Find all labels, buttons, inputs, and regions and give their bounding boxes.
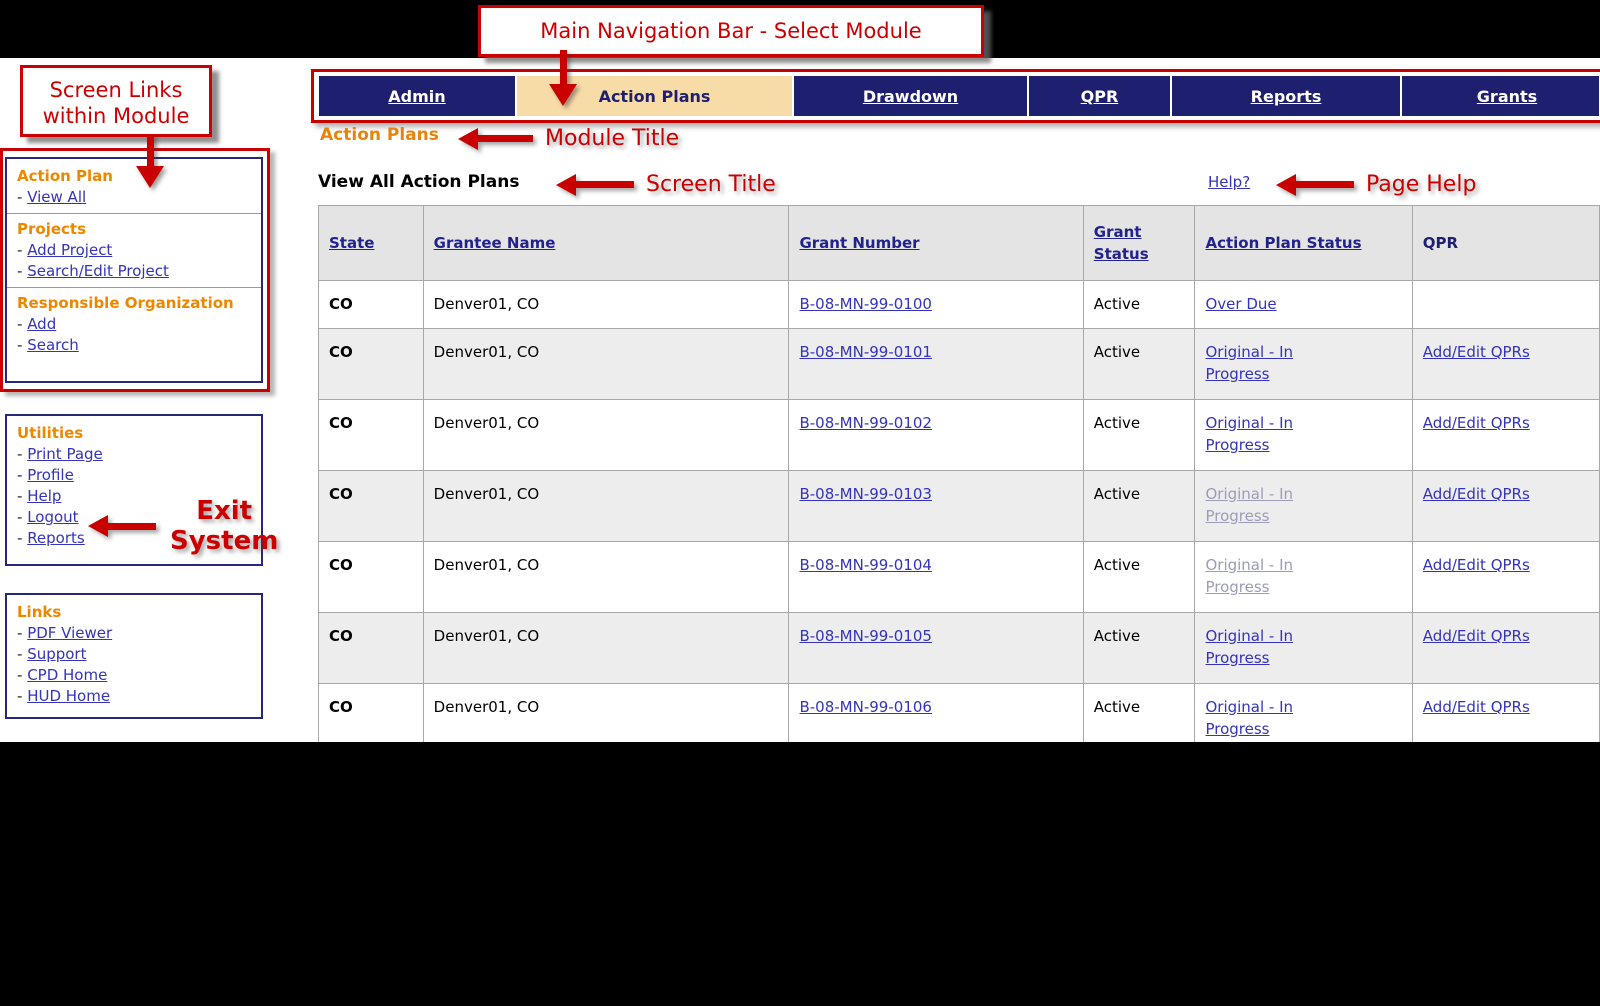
sidebar-row <box>17 314 251 335</box>
table-row <box>319 400 1600 471</box>
grantee-cell: Denver01, CO <box>423 329 789 400</box>
col-header-grant-status <box>1083 206 1195 281</box>
screen-links-callout <box>20 65 212 137</box>
grant-number-link[interactable]: B-08-MN-99-0102 <box>799 414 932 432</box>
divider <box>7 213 261 214</box>
sidebar-row <box>17 261 251 282</box>
grant-number-link[interactable]: B-08-MN-99-0106 <box>799 698 932 716</box>
state-cell: CO <box>319 542 424 613</box>
action-plan-status-link[interactable]: Original - In Progress <box>1205 556 1294 596</box>
sidebar-link-add-project[interactable]: Add Project <box>27 241 113 259</box>
arrow-head <box>458 128 478 150</box>
left-arrow-exit-system <box>88 496 278 556</box>
action-plan-status-cell <box>1195 329 1412 400</box>
sidebar-link-search-edit-project[interactable]: Search/Edit Project <box>27 262 169 280</box>
nav-tab-label: Drawdown <box>862 86 959 106</box>
module-title-label: Module Title <box>545 126 680 151</box>
dash: - <box>17 487 28 505</box>
sidebar-row <box>17 444 251 465</box>
sidebar-link-logout[interactable]: Logout <box>27 508 79 526</box>
grant-status-cell: Active <box>1083 329 1195 400</box>
table-row <box>319 329 1600 400</box>
action-plan-status-cell <box>1195 281 1412 329</box>
sidebar-link-view-all[interactable]: View All <box>27 188 87 206</box>
action-plan-status-link[interactable]: Original - In Progress <box>1205 414 1294 454</box>
sidebar-link-add[interactable]: Add <box>27 315 57 333</box>
sidebar-row <box>17 665 251 686</box>
links-menu <box>5 593 263 719</box>
grantee-cell: Denver01, CO <box>423 542 789 613</box>
grant-status-cell: Active <box>1083 400 1195 471</box>
action-plan-status-cell <box>1195 400 1412 471</box>
sidebar-link-help[interactable]: Help <box>27 487 62 505</box>
sort-link-state[interactable]: State <box>329 234 375 252</box>
dash: - <box>17 645 28 663</box>
qpr-cell <box>1412 400 1599 471</box>
state-cell: CO <box>319 400 424 471</box>
sidebar-heading-utilities: Utilities <box>17 424 84 442</box>
add-edit-qprs-link[interactable]: Add/Edit QPRs <box>1422 414 1530 432</box>
col-header-state <box>319 206 424 281</box>
dash: - <box>17 188 28 206</box>
qpr-cell <box>1412 542 1599 613</box>
col-header-grant-number <box>789 206 1083 281</box>
arrow-stem <box>576 181 634 188</box>
dash: - <box>17 466 28 484</box>
nav-tab-label: Reports <box>1250 86 1322 106</box>
sidebar-row <box>17 465 251 486</box>
module-title: Action Plans <box>320 125 439 145</box>
table-row <box>319 542 1600 613</box>
grant-number-link[interactable]: B-08-MN-99-0105 <box>799 627 932 645</box>
screen-title-label: Screen Title <box>646 172 776 197</box>
grant-status-cell: Active <box>1083 281 1195 329</box>
table-row <box>319 471 1600 542</box>
help-link[interactable]: Help? <box>1208 173 1251 191</box>
table-row <box>319 281 1600 329</box>
main-nav-callout-text: Main Navigation Bar - Select Module <box>540 19 922 43</box>
main-navigation-bar <box>311 69 1600 123</box>
nav-tab-label: Action Plans <box>598 86 711 106</box>
sidebar-row <box>17 187 251 208</box>
grantee-cell: Denver01, CO <box>423 613 789 684</box>
state-cell: CO <box>319 471 424 542</box>
sidebar-heading-projects: Projects <box>17 220 87 238</box>
screen-links-callout-line1: Screen Links <box>49 78 183 102</box>
action-plans-table <box>318 205 1600 755</box>
nav-tab-strip <box>319 76 1599 116</box>
screen-title: View All Action Plans <box>318 172 520 192</box>
grantee-cell: Denver01, CO <box>423 400 789 471</box>
header-label-qpr: QPR <box>1422 234 1459 252</box>
grantee-cell: Denver01, CO <box>423 281 789 329</box>
sidebar-link-search[interactable]: Search <box>27 336 79 354</box>
exit-system-label: Exit System <box>170 496 279 556</box>
grant-status-cell: Active <box>1083 542 1195 613</box>
nav-tab-reports[interactable] <box>1172 76 1400 116</box>
dash: - <box>17 529 28 547</box>
grant-number-cell <box>789 400 1083 471</box>
sidebar-link-reports[interactable]: Reports <box>27 529 85 547</box>
grant-status-cell: Active <box>1083 613 1195 684</box>
sidebar-row <box>17 623 251 644</box>
left-arrow-screen-title <box>556 172 776 197</box>
nav-tab-label: QPR <box>1080 86 1119 106</box>
arrow-stem <box>478 135 533 142</box>
add-edit-qprs-link[interactable]: Add/Edit QPRs <box>1422 698 1530 716</box>
grant-number-link[interactable]: B-08-MN-99-0101 <box>799 343 932 361</box>
arrow-head <box>556 174 576 196</box>
nav-tab-grants[interactable] <box>1402 76 1599 116</box>
action-plan-status-cell <box>1195 542 1412 613</box>
module-navigation-menu <box>5 157 263 383</box>
grant-number-cell <box>789 613 1083 684</box>
grant-number-link[interactable]: B-08-MN-99-0103 <box>799 485 932 503</box>
sidebar-link-pdf-viewer[interactable]: PDF Viewer <box>27 624 113 642</box>
nav-tab-label: Grants <box>1476 86 1538 106</box>
nav-tab-label: Admin <box>388 86 446 106</box>
qpr-cell <box>1412 329 1599 400</box>
state-cell: CO <box>319 329 424 400</box>
dash: - <box>17 624 28 642</box>
sort-link-grant-number[interactable]: Grant Number <box>799 234 920 252</box>
page-help-label: Page Help <box>1366 172 1477 197</box>
dash: - <box>17 445 28 463</box>
nav-tab-qpr[interactable] <box>1029 76 1170 116</box>
table-header-row <box>319 206 1600 281</box>
col-header-qpr <box>1412 206 1599 281</box>
sort-link-grant-status[interactable]: Grant Status <box>1093 223 1149 263</box>
dash: - <box>17 262 28 280</box>
sidebar-row <box>17 335 251 356</box>
action-plan-status-link[interactable]: Original - In Progress <box>1205 698 1294 738</box>
action-plan-status-link[interactable]: Original - In Progress <box>1205 485 1294 525</box>
add-edit-qprs-link[interactable]: Add/Edit QPRs <box>1422 627 1530 645</box>
down-arrow <box>549 50 577 106</box>
arrow-stem <box>108 523 156 530</box>
nav-tab-drawdown[interactable] <box>794 76 1027 116</box>
dash: - <box>17 687 28 705</box>
grant-number-cell <box>789 329 1083 400</box>
col-header-grantee-name <box>423 206 789 281</box>
dash: - <box>17 508 28 526</box>
arrow-head <box>1276 174 1296 196</box>
grantee-cell: Denver01, CO <box>423 471 789 542</box>
nav-tab-admin[interactable] <box>319 76 515 116</box>
sidebar-link-print-page[interactable]: Print Page <box>27 445 103 463</box>
grantee-cell: Denver01, CO <box>423 684 789 755</box>
grant-number-link[interactable]: B-08-MN-99-0104 <box>799 556 932 574</box>
dash: - <box>17 336 28 354</box>
sidebar-link-cpd-home[interactable]: CPD Home <box>27 666 108 684</box>
sidebar-link-support[interactable]: Support <box>27 645 87 663</box>
qpr-cell <box>1412 281 1599 329</box>
add-edit-qprs-link[interactable]: Add/Edit QPRs <box>1422 485 1530 503</box>
dash: - <box>17 666 28 684</box>
grant-number-cell <box>789 471 1083 542</box>
table-row <box>319 613 1600 684</box>
sidebar-row <box>17 686 251 707</box>
grant-number-cell <box>789 281 1083 329</box>
bottom-black-band <box>0 742 1600 1006</box>
grant-number-cell <box>789 542 1083 613</box>
state-cell: CO <box>319 281 424 329</box>
action-plan-status-cell <box>1195 613 1412 684</box>
dash: - <box>17 315 28 333</box>
grant-status-cell: Active <box>1083 471 1195 542</box>
left-arrow-page-help <box>1276 172 1476 197</box>
state-cell: CO <box>319 684 424 755</box>
add-edit-qprs-link[interactable]: Add/Edit QPRs <box>1422 343 1530 361</box>
sidebar-link-hud-home[interactable]: HUD Home <box>27 687 111 705</box>
qpr-cell <box>1412 471 1599 542</box>
divider <box>7 287 261 288</box>
arrow-head <box>88 515 108 537</box>
grant-status-cell: Active <box>1083 684 1195 755</box>
sidebar-heading-responsible-organization: Responsible Organization <box>17 294 234 312</box>
arrow-stem <box>1296 181 1354 188</box>
sidebar-heading-action-plan: Action Plan <box>17 167 113 185</box>
screen-links-callout-line2: within Module <box>42 104 190 128</box>
grant-number-link[interactable]: B-08-MN-99-0100 <box>799 295 932 313</box>
col-header-action-plan-status <box>1195 206 1412 281</box>
add-edit-qprs-link[interactable]: Add/Edit QPRs <box>1422 556 1530 574</box>
sidebar-heading-links: Links <box>17 603 62 621</box>
qpr-cell <box>1412 613 1599 684</box>
action-plan-status-link[interactable]: Original - In Progress <box>1205 627 1294 667</box>
sort-link-grantee-name[interactable]: Grantee Name <box>433 234 556 252</box>
state-cell: CO <box>319 613 424 684</box>
left-arrow-module-title <box>458 126 679 151</box>
down-arrow <box>136 134 164 188</box>
sort-link-action-plan-status[interactable]: Action Plan Status <box>1205 234 1362 252</box>
sidebar-link-profile[interactable]: Profile <box>27 466 74 484</box>
dash: - <box>17 241 28 259</box>
action-plan-status-link[interactable]: Over Due <box>1205 295 1277 313</box>
sidebar-row <box>17 644 251 665</box>
action-plan-status-link[interactable]: Original - In Progress <box>1205 343 1294 383</box>
sidebar-row <box>17 240 251 261</box>
action-plan-status-cell <box>1195 471 1412 542</box>
